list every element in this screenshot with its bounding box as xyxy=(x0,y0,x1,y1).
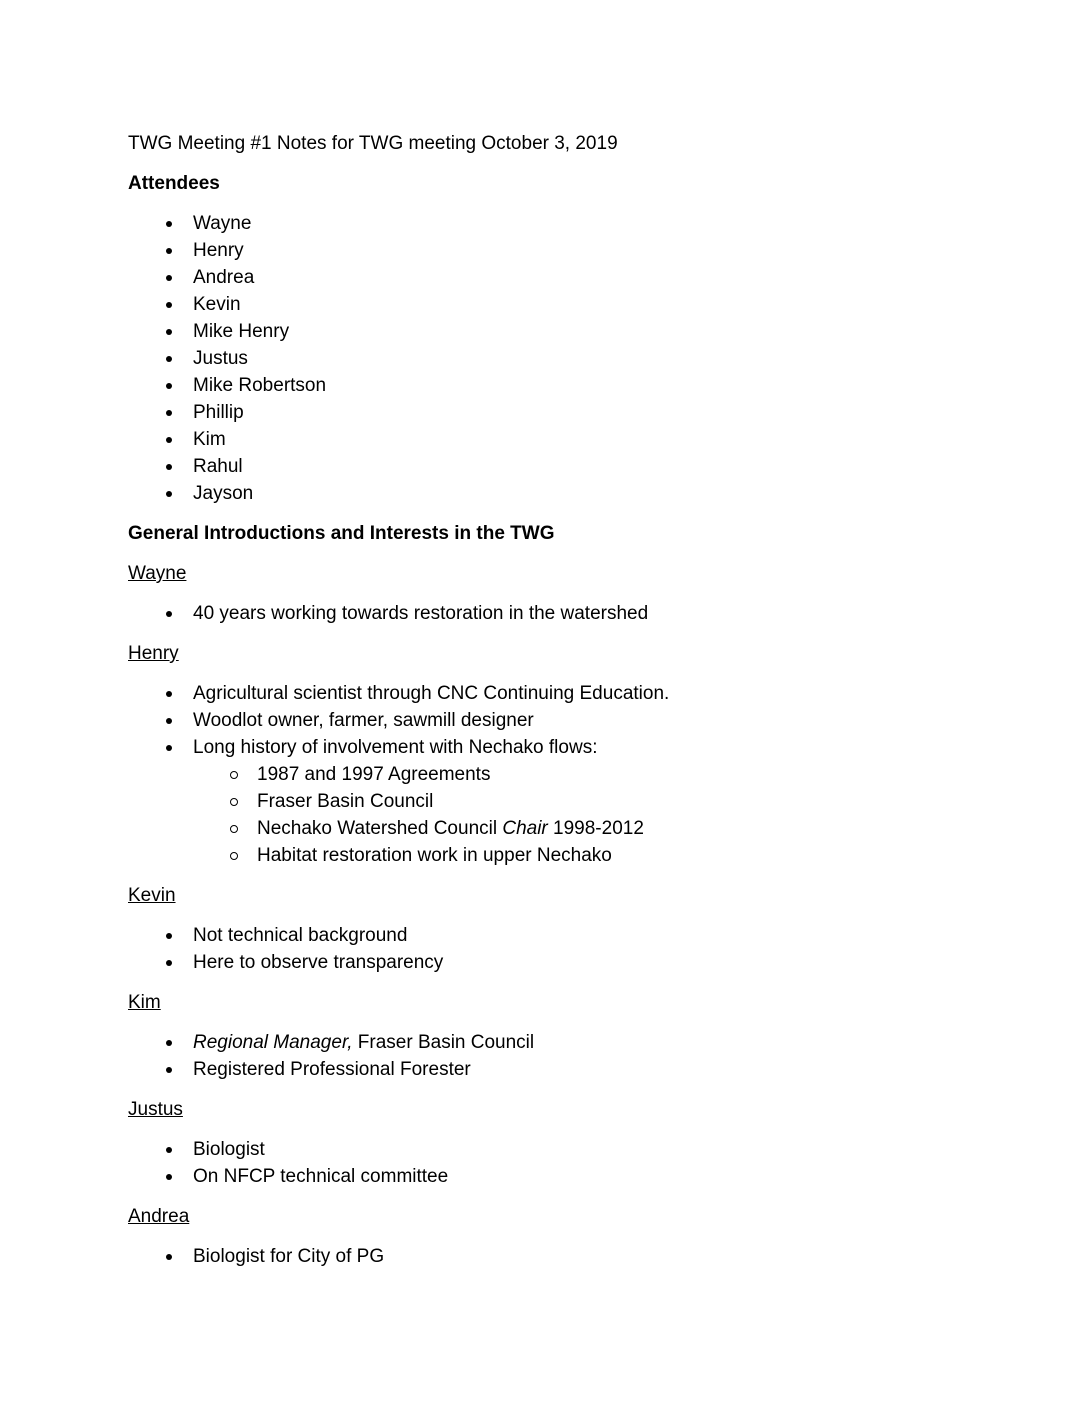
list-item xyxy=(128,680,968,707)
list-item xyxy=(128,372,968,399)
list-item xyxy=(128,237,968,264)
bullet-icon xyxy=(166,611,172,617)
bullet-text: Woodlot owner, farmer, sawmill designer xyxy=(193,710,534,731)
bullet-icon xyxy=(166,491,172,497)
section-heading-henry xyxy=(128,640,968,667)
section-name: Justus xyxy=(128,1099,183,1120)
attendee-name: Andrea xyxy=(193,267,255,288)
circle-bullet-icon xyxy=(230,771,238,779)
sub-list-item xyxy=(128,815,968,842)
list-item xyxy=(128,949,968,976)
section-name: Henry xyxy=(128,643,179,664)
section-name: Andrea xyxy=(128,1206,190,1227)
bullet-icon xyxy=(166,960,172,966)
section-heading-wayne xyxy=(128,560,968,587)
attendee-name: Justus xyxy=(193,348,248,369)
section-name: Kim xyxy=(128,992,161,1013)
bullet-text: On NFCP technical committee xyxy=(193,1166,449,1187)
sub-list-item xyxy=(128,842,968,869)
bullet-icon xyxy=(166,718,172,724)
list-item xyxy=(128,426,968,453)
list-item xyxy=(128,734,968,761)
wayne-list xyxy=(128,600,968,627)
kevin-list xyxy=(128,922,968,976)
bullet-text: Long history of involvement with Nechako flows: xyxy=(193,737,598,758)
bullet-icon xyxy=(166,464,172,470)
list-item xyxy=(128,318,968,345)
section-heading-kim xyxy=(128,989,968,1016)
list-item xyxy=(128,1136,968,1163)
bullet-icon xyxy=(166,248,172,254)
list-item xyxy=(128,480,968,507)
bullet-icon xyxy=(166,437,172,443)
bullet-text: 40 years working towards restoration in the watershed xyxy=(193,603,649,624)
list-item xyxy=(128,600,968,627)
bullet-text: Fraser Basin Council xyxy=(257,791,434,812)
list-item xyxy=(128,1029,968,1056)
section-name: Kevin xyxy=(128,885,176,906)
list-item xyxy=(128,1163,968,1190)
list-item xyxy=(128,345,968,372)
attendee-name: Henry xyxy=(193,240,244,261)
list-item xyxy=(128,399,968,426)
introductions-heading: General Introductions and Interests in the TWG xyxy=(128,523,555,544)
circle-bullet-icon xyxy=(230,825,238,833)
bullet-icon xyxy=(166,410,172,416)
list-item xyxy=(128,453,968,480)
bullet-icon xyxy=(166,329,172,335)
bullet-icon xyxy=(166,356,172,362)
list-item xyxy=(128,264,968,291)
attendee-name: Mike Robertson xyxy=(193,375,327,396)
bullet-icon xyxy=(166,302,172,308)
bullet-icon xyxy=(166,221,172,227)
bullet-icon xyxy=(166,1067,172,1073)
bullet-text: Biologist xyxy=(193,1139,265,1160)
list-item xyxy=(128,210,968,237)
section-name: Wayne xyxy=(128,563,187,584)
attendee-name: Wayne xyxy=(193,213,252,234)
bullet-icon xyxy=(166,1147,172,1153)
sub-list-item xyxy=(128,761,968,788)
attendees-heading: Attendees xyxy=(128,173,220,194)
bullet-icon xyxy=(166,933,172,939)
section-heading-andrea xyxy=(128,1203,968,1230)
bullet-text: 1998-2012 xyxy=(547,818,644,839)
bullet-text: 1987 and 1997 Agreements xyxy=(257,764,491,785)
section-heading-kevin xyxy=(128,882,968,909)
bullet-icon xyxy=(166,1254,172,1260)
attendee-name: Kim xyxy=(193,429,226,450)
bullet-icon xyxy=(166,383,172,389)
bullet-text: Registered Professional Forester xyxy=(193,1059,471,1080)
list-item xyxy=(128,1056,968,1083)
bullet-icon xyxy=(166,691,172,697)
bullet-text: Agricultural scientist through CNC Continuing Education. xyxy=(193,683,670,704)
list-item xyxy=(128,707,968,734)
list-item xyxy=(128,291,968,318)
andrea-list xyxy=(128,1243,968,1270)
bullet-icon xyxy=(166,745,172,751)
justus-list xyxy=(128,1136,968,1190)
attendee-name: Mike Henry xyxy=(193,321,290,342)
bullet-icon xyxy=(166,1174,172,1180)
bullet-icon xyxy=(166,275,172,281)
attendee-name: Kevin xyxy=(193,294,241,315)
circle-bullet-icon xyxy=(230,852,238,860)
bullet-text-italic: Chair xyxy=(502,818,548,839)
kim-list xyxy=(128,1029,968,1083)
bullet-text: Habitat restoration work in upper Nechako xyxy=(257,845,612,866)
section-heading-justus xyxy=(128,1096,968,1123)
circle-bullet-icon xyxy=(230,798,238,806)
attendees-list xyxy=(128,210,968,507)
attendee-name: Rahul xyxy=(193,456,243,477)
list-item xyxy=(128,1243,968,1270)
bullet-text: Here to observe transparency xyxy=(193,952,444,973)
bullet-text: Nechako Watershed Council xyxy=(257,818,503,839)
attendee-name: Jayson xyxy=(193,483,254,504)
bullet-icon xyxy=(166,1040,172,1046)
attendee-name: Phillip xyxy=(193,402,244,423)
sub-list-item xyxy=(128,788,968,815)
bullet-text: Biologist for City of PG xyxy=(193,1246,385,1267)
list-item xyxy=(128,922,968,949)
henry-list xyxy=(128,680,968,869)
bullet-text-italic: Regional Manager, xyxy=(193,1032,353,1053)
bullet-text: Fraser Basin Council xyxy=(352,1032,535,1053)
bullet-text: Not technical background xyxy=(193,925,408,946)
document-title: TWG Meeting #1 Notes for TWG meeting October 3, 2019 xyxy=(128,133,618,154)
